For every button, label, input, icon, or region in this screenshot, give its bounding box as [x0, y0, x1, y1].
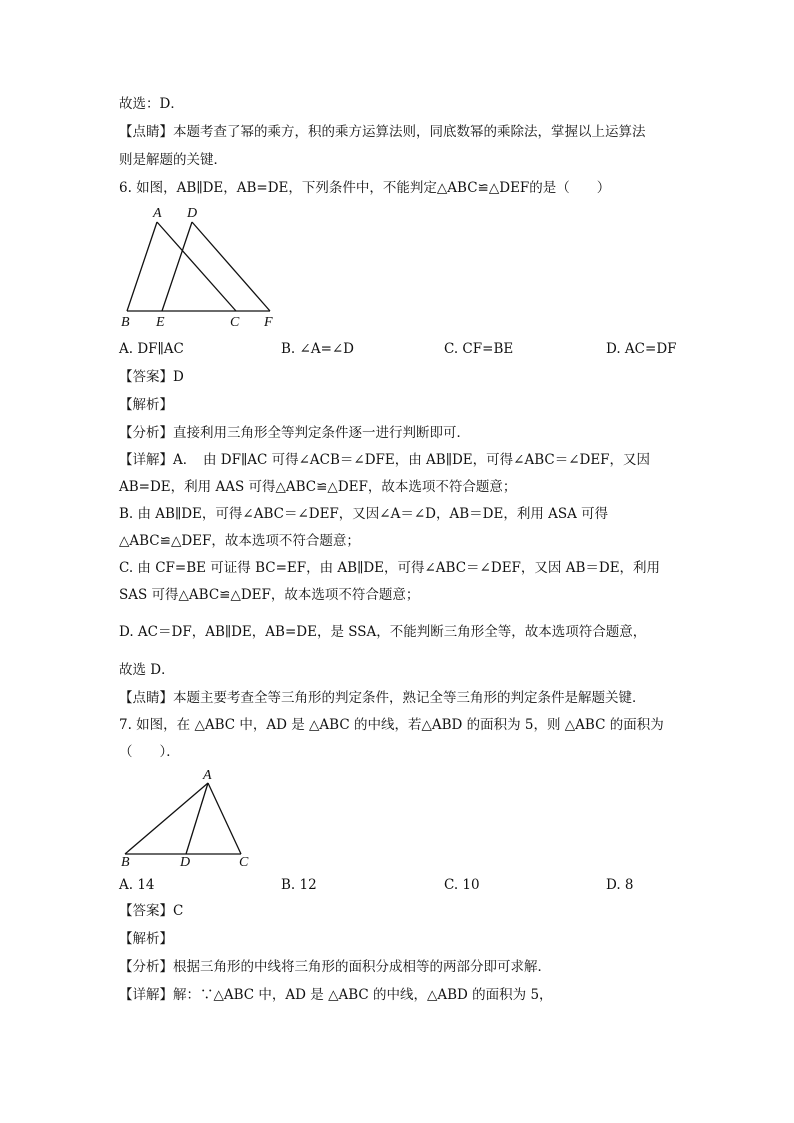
figure-q7 — [115, 765, 265, 870]
text-line: 故选 D． — [119, 662, 175, 678]
option-c: C. 10 — [444, 877, 480, 893]
figure-q6 — [115, 202, 285, 332]
detail-text: D. AC＝DF，AB∥DE，AB=DE，是 SSA，不能判断三角形全等，故本选项符合题意， — [119, 624, 647, 640]
option-b: B. ∠A=∠D — [281, 341, 355, 357]
label-f: F — [264, 315, 273, 330]
question-7-cont: （ ）． — [119, 744, 180, 760]
analysis-heading: 【解析】 — [119, 931, 173, 947]
answer: 【答案】C — [119, 903, 184, 919]
detail-text: C. 由 CF=BE 可证得 BC=EF，由 AB∥DE，可得∠ABC＝∠DEF，又因 AB＝DE，利用 — [119, 560, 661, 576]
text-line: 【点睛】本题考查了幂的乘方，积的乘方运算法则，同底数幂的乘除法，掌握以上运算法 — [119, 124, 646, 140]
option-a: A. 14 — [119, 877, 155, 893]
label-c: C — [230, 315, 240, 330]
option-b: B. 12 — [281, 877, 317, 893]
label-d: D — [180, 855, 191, 870]
text-line: 则是解题的关键． — [119, 152, 227, 168]
detail-text: △ABC≌△DEF，故本选项不符合题意； — [119, 533, 360, 549]
option-d: D. AC=DF — [606, 341, 677, 357]
detail-text: 【详解】A． 由 DF∥AC 可得∠ACB＝∠DFE，由 AB∥DE，可得∠ABC＝∠DEF，又因 — [119, 452, 651, 468]
label-b: B — [121, 855, 130, 870]
label-b: B — [121, 315, 130, 330]
question-6: 6. 如图，AB∥DE，AB=DE，下列条件中，不能判定△ABC≌△DEF的是（ ） — [119, 180, 611, 196]
label-d: D — [187, 206, 198, 221]
option-a: A. DF∥AC — [119, 341, 184, 357]
detail-text: SAS 可得△ABC≌△DEF，故本选项不符合题意； — [119, 587, 420, 603]
analysis-text: 【分析】根据三角形的中线将三角形的面积分成相等的两部分即可求解． — [119, 959, 551, 975]
detail-text: AB=DE，利用 AAS 可得△ABC≌△DEF，故本选项不符合题意； — [119, 479, 517, 495]
analysis-heading: 【解析】 — [119, 397, 173, 413]
analysis-text: 【分析】直接利用三角形全等判定条件逐一进行判断即可． — [119, 425, 470, 441]
option-c: C. CF=BE — [444, 341, 514, 357]
text-line: 故选：D． — [119, 96, 184, 112]
answer: 【答案】D — [119, 369, 184, 385]
label-a: A — [153, 206, 162, 221]
label-a: A — [203, 768, 212, 783]
label-c: C — [239, 855, 249, 870]
tip-text: 【点睛】本题主要考查全等三角形的判定条件，熟记全等三角形的判定条件是解题关键． — [119, 690, 646, 706]
label-e: E — [156, 315, 165, 330]
question-7: 7. 如图，在 △ABC 中，AD 是 △ABC 的中线，若△ABD 的面积为 5，则 △ABC 的面积为 — [119, 717, 664, 733]
detail-text: B. 由 AB∥DE，可得∠ABC＝∠DEF，又因∠A＝∠D，AB＝DE，利用 ASA 可得 — [119, 506, 609, 522]
option-d: D. 8 — [606, 877, 634, 893]
detail-text: 【详解】解：∵△ABC 中，AD 是 △ABC 的中线，△ABD 的面积为 5， — [119, 987, 553, 1003]
